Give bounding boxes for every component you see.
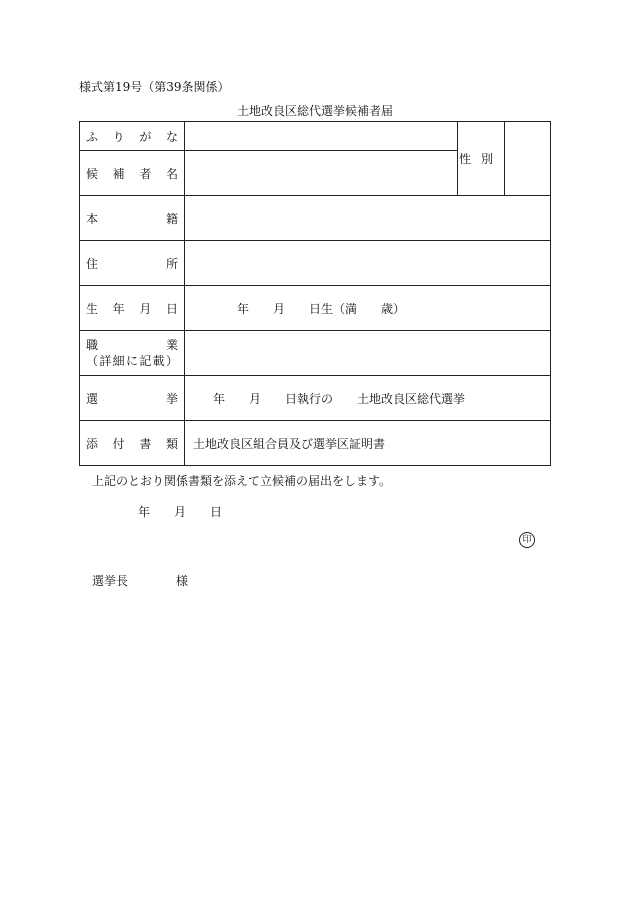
submission-date[interactable]: 年 月 日 (138, 505, 223, 519)
election-template: 年 月 日執行の 土地改良区総代選挙 (213, 391, 466, 406)
candidate-name-field[interactable] (185, 151, 458, 196)
attachments-label: 添 付 書 類 (80, 421, 185, 466)
occupation-field[interactable] (185, 331, 551, 376)
furigana-label: ふ り が な (80, 122, 185, 151)
seal-mark: 印 (519, 532, 535, 548)
birthdate-label: 生 年 月 日 (80, 286, 185, 331)
election-field[interactable] (185, 376, 551, 421)
election-label: 選 挙 (80, 376, 185, 421)
gender-field[interactable] (505, 122, 551, 196)
birthdate-field[interactable] (185, 286, 551, 331)
attachments-field (185, 421, 551, 466)
form-number: 様式第19号（第39条関係） (79, 80, 230, 94)
address-field[interactable] (185, 241, 551, 286)
candidate-form-table (79, 121, 551, 466)
furigana-field[interactable] (185, 122, 458, 151)
document-title: 土地改良区総代選挙候補者届 (236, 104, 393, 118)
domicile-label: 本 籍 (80, 196, 185, 241)
declaration-text: 上記のとおり関係書類を添えて立候補の届出をします。 (92, 474, 392, 488)
attachments-value: 土地改良区組合員及び選挙区証明書 (193, 436, 386, 451)
gender-label: 性別 (458, 122, 505, 196)
addressee: 選挙長 様 (92, 574, 189, 588)
candidate-name-label: 候 補 者 名 (80, 151, 185, 196)
occupation-label: 職 業 （ 詳 細 に 記 載 ） (80, 331, 185, 376)
birthdate-template: 年 月 日生（満 歳） (237, 301, 406, 316)
domicile-field[interactable] (185, 196, 551, 241)
address-label: 住 所 (80, 241, 185, 286)
occupation-note: （ 詳 細 に 記 載 ） (86, 354, 178, 368)
